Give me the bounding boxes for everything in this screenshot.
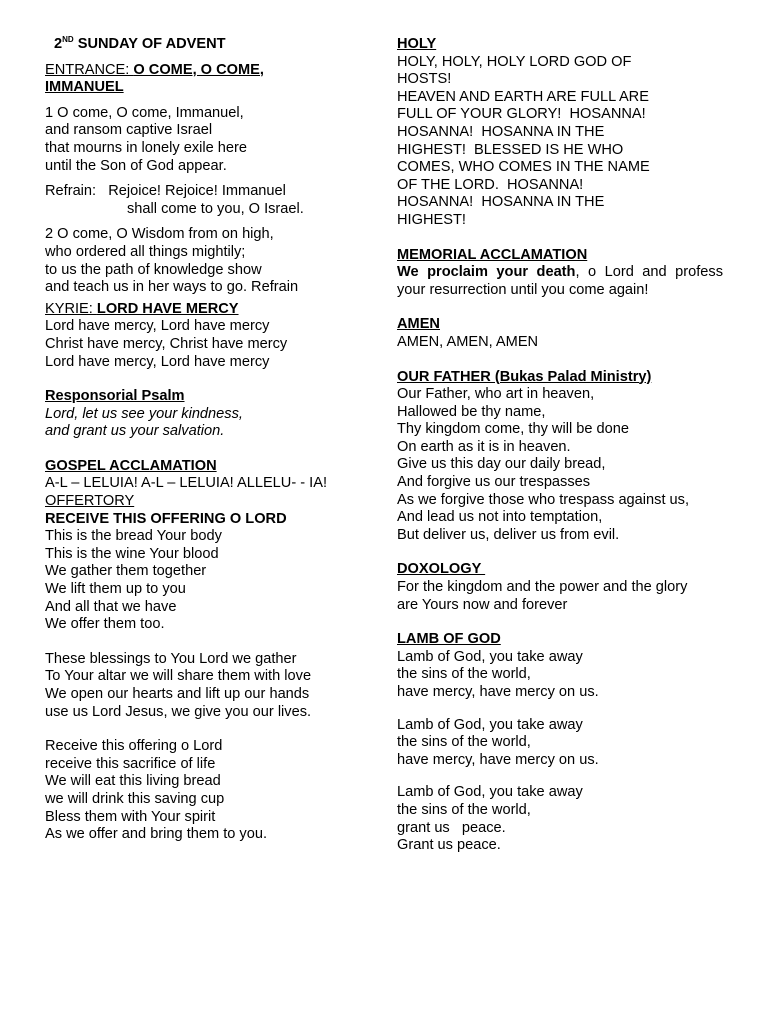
text-line: Christ have mercy, Christ have mercy: [45, 335, 288, 352]
text-line: Receive this offering o Lord: [45, 738, 223, 755]
memorial-bold: We proclaim your death: [397, 264, 576, 281]
text-line: But deliver us, deliver us from evil.: [397, 526, 620, 543]
text-line: Lamb of God, you take away: [397, 784, 583, 801]
text-line: the sins of the world,: [397, 801, 531, 818]
text-line: To Your altar we will share them with love: [45, 668, 312, 685]
lamb-verse-1: [397, 649, 723, 702]
text-line: have mercy, have mercy on us.: [397, 751, 599, 768]
text-line: We offer them too.: [45, 616, 165, 633]
our-father-heading: OUR FATHER (Bukas Palad Ministry): [397, 368, 652, 385]
text-line: This is the wine Your blood: [45, 545, 219, 562]
text-line: use us Lord Jesus, we give you our lives.: [45, 703, 312, 720]
hymn-verse-2: [45, 226, 370, 296]
text-line: Lord, let us see your kindness,: [45, 405, 243, 422]
text-line: we will drink this saving cup: [45, 790, 225, 807]
text-line: We open our hearts and lift up our hands: [45, 686, 310, 702]
text-line: Bless them with Your spirit: [45, 808, 216, 825]
psalm-heading: Responsorial Psalm: [45, 388, 185, 405]
text-line: HIGHEST! BLESSED IS HE WHO: [397, 141, 624, 158]
offertory-label: OFFERTORY: [45, 493, 135, 510]
text-line: COMES, WHO COMES IN THE NAME: [397, 159, 650, 176]
text-line: that mourns in lonely exile here: [45, 139, 247, 156]
title-text: SUNDAY OF ADVENT: [73, 36, 226, 52]
text-line: And all that we have: [45, 598, 177, 615]
amen-text: AMEN, AMEN, AMEN: [397, 333, 539, 350]
text-line: Our Father, who art in heaven,: [397, 386, 595, 403]
text-line: the sins of the world,: [397, 734, 531, 751]
text-line: This is the bread Your body: [45, 528, 222, 545]
text-line: until the Son of God appear.: [45, 157, 227, 174]
text-line: HIGHEST!: [397, 211, 466, 228]
amen-heading: AMEN: [397, 316, 440, 333]
text-line: On earth as it is in heaven.: [397, 438, 571, 455]
title-number: 2: [54, 36, 63, 52]
text-line: to us the path of knowledge show: [45, 261, 262, 278]
text-line: Give us this day our daily bread,: [397, 456, 606, 473]
text-line: Hallowed be thy name,: [397, 403, 546, 420]
text-line: and ransom captive Israel: [45, 122, 213, 139]
text-line: 1 O come, O come, Immanuel,: [45, 104, 244, 121]
offertory-title: RECEIVE THIS OFFERING O LORD: [45, 510, 287, 527]
right-column: [397, 36, 723, 855]
text-line: Thy kingdom come, thy will be done: [397, 421, 629, 438]
text-line: We gather them together: [45, 563, 207, 580]
holy-lines: [397, 54, 723, 230]
entrance-label: ENTRANCE:: [45, 61, 134, 78]
entrance-heading: [45, 62, 370, 80]
text-line: grant us peace.: [397, 819, 506, 836]
text-line: And lead us not into temptation,: [397, 509, 603, 526]
doxology-line: are Yours now and forever: [397, 596, 568, 613]
memorial-rest: , o Lord and profess your resurrection until you come again!: [397, 264, 723, 298]
text-line: We will eat this living bread: [45, 773, 221, 790]
entrance-title-continued: IMMANUEL: [45, 79, 124, 96]
memorial-text: [397, 264, 723, 299]
our-father-line: As we forgive those who trespass against us,: [397, 491, 690, 508]
text-line: HOSANNA! HOSANNA IN THE: [397, 194, 605, 211]
text-line: the sins of the world,: [397, 666, 531, 683]
gospel-text: A-L – LELUIA! A-L – LELUIA! ALLELU- - IA!: [45, 475, 328, 492]
text-line: Lord have mercy, Lord have mercy: [45, 353, 270, 370]
kyrie-heading: [45, 301, 370, 319]
entrance-title: O COME, O COME,: [133, 61, 264, 78]
our-father-end: [397, 509, 723, 544]
text-line: Lamb of God, you take away: [397, 716, 583, 733]
offertory-verse-3: [45, 738, 370, 844]
text-line: FULL OF YOUR GLORY! HOSANNA!: [397, 106, 646, 123]
text-line: HOSTS!: [397, 71, 452, 88]
kyrie-lines: [45, 318, 370, 371]
doxology-text: For the kingdom and the power and the glory: [397, 579, 688, 596]
hymn-verse-1: [45, 105, 370, 175]
refrain-line: Refrain: Rejoice! Rejoice! Immanuel: [45, 183, 286, 200]
text-line: As we offer and bring them to you.: [45, 826, 268, 843]
text-line: Lamb of God, you take away: [397, 648, 583, 665]
left-column: [45, 36, 370, 844]
text-line: and grant us your salvation.: [45, 423, 225, 440]
text-line: And forgive us our trespasses: [397, 474, 591, 491]
text-line: HEAVEN AND EARTH ARE FULL ARE: [397, 88, 649, 105]
text-line: Grant us peace.: [397, 837, 501, 854]
text-line: These blessings to You Lord we gather: [45, 650, 297, 667]
memorial-heading: MEMORIAL ACCLAMATION: [397, 246, 588, 263]
text-line: 2 O come, O Wisdom from on high,: [45, 226, 274, 243]
psalm-lines: [45, 406, 370, 441]
gospel-heading: GOSPEL ACCLAMATION: [45, 457, 217, 474]
kyrie-label: KYRIE:: [45, 300, 97, 317]
doxology-heading: DOXOLOGY: [397, 561, 486, 578]
offertory-verse-1: [45, 528, 370, 634]
holy-heading: HOLY: [397, 36, 437, 52]
kyrie-title: LORD HAVE MERCY: [96, 300, 239, 317]
text-line: HOLY, HOLY, HOLY LORD GOD OF: [397, 53, 632, 70]
text-line: HOSANNA! HOSANNA IN THE: [397, 123, 605, 140]
text-line: have mercy, have mercy on us.: [397, 684, 599, 700]
text-line: and teach us in her ways to go. Refrain: [45, 279, 299, 296]
title-superscript: ND: [62, 35, 74, 44]
text-line: OF THE LORD. HOSANNA!: [397, 176, 584, 193]
text-line: Lord have mercy, Lord have mercy: [45, 318, 270, 335]
refrain-line: shall come to you, O Israel.: [127, 200, 304, 217]
page-title: [45, 36, 370, 54]
text-line: receive this sacrifice of life: [45, 755, 216, 772]
text-line: We lift them up to you: [45, 581, 186, 598]
lamb-heading: LAMB OF GOD: [397, 631, 501, 648]
text-line: who ordered all things mightily;: [45, 243, 246, 260]
lamb-verse-3: [397, 784, 723, 854]
offertory-verse-2: [45, 651, 370, 721]
lamb-verse-2: [397, 717, 723, 770]
our-father-lines: [397, 386, 723, 492]
